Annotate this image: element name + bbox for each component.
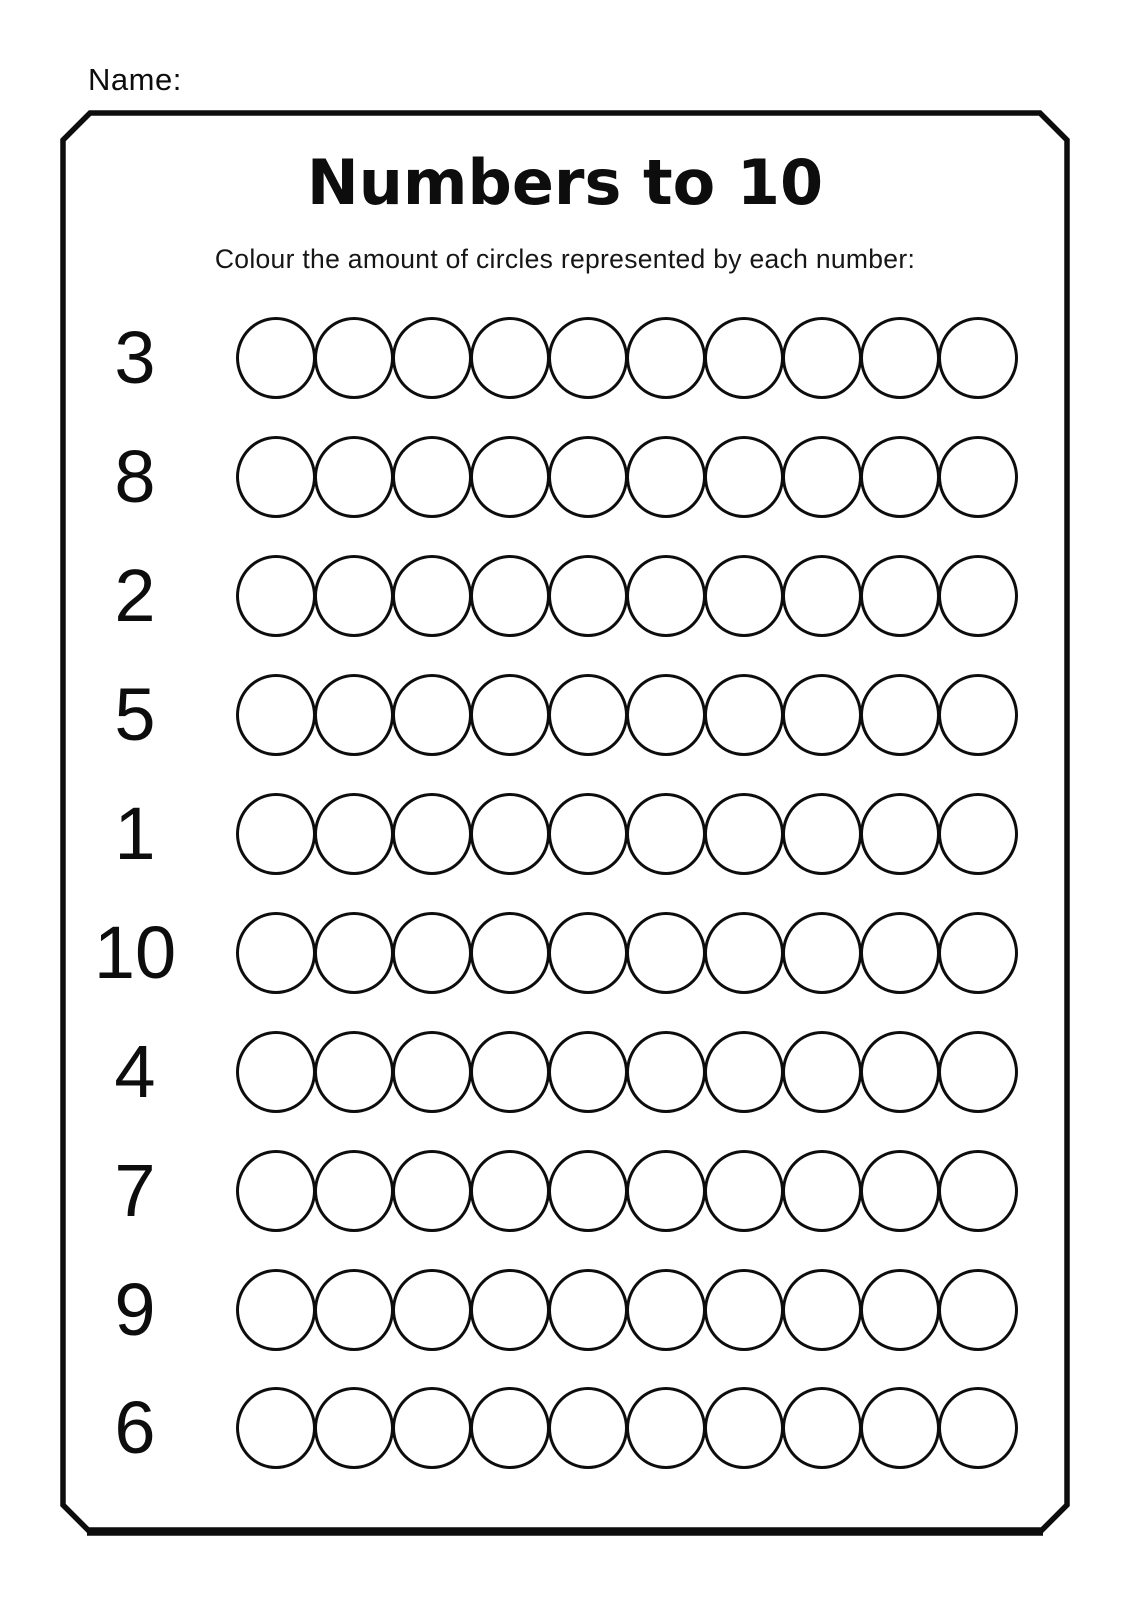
colourable-circle[interactable]	[548, 912, 628, 994]
colourable-circle[interactable]	[860, 1269, 940, 1351]
worksheet-title: Numbers to 10	[306, 146, 824, 219]
colourable-circle[interactable]	[392, 317, 472, 399]
colourable-circle[interactable]	[236, 1031, 316, 1113]
colourable-circle[interactable]	[392, 555, 472, 637]
colourable-circle[interactable]	[314, 555, 394, 637]
circle-strip	[236, 1150, 1016, 1232]
colourable-circle[interactable]	[704, 436, 784, 518]
colourable-circle[interactable]	[314, 793, 394, 875]
colourable-circle[interactable]	[236, 317, 316, 399]
colourable-circle[interactable]	[860, 912, 940, 994]
colourable-circle[interactable]	[860, 1031, 940, 1113]
colourable-circle[interactable]	[704, 1031, 784, 1113]
colourable-circle[interactable]	[860, 674, 940, 756]
worksheet-row	[60, 775, 1070, 894]
colourable-circle[interactable]	[470, 912, 550, 994]
colourable-circle[interactable]	[470, 555, 550, 637]
colourable-circle[interactable]	[470, 1031, 550, 1113]
colourable-circle[interactable]	[782, 436, 862, 518]
colourable-circle[interactable]	[314, 1150, 394, 1232]
colourable-circle[interactable]	[704, 317, 784, 399]
colourable-circle[interactable]	[236, 1387, 316, 1469]
worksheet-row	[60, 418, 1070, 537]
row-number-label: 5	[114, 673, 156, 757]
colourable-circle[interactable]	[860, 793, 940, 875]
row-number-label: 10	[93, 910, 177, 994]
colourable-circle[interactable]	[626, 1031, 706, 1113]
colourable-circle[interactable]	[392, 912, 472, 994]
colourable-circle[interactable]	[470, 1387, 550, 1469]
row-number-label: 8	[114, 435, 156, 519]
worksheet-row	[60, 656, 1070, 775]
colourable-circle[interactable]	[782, 912, 862, 994]
row-number-label: 4	[114, 1029, 156, 1113]
colourable-circle[interactable]	[548, 555, 628, 637]
colourable-circle[interactable]	[782, 1387, 862, 1469]
colourable-circle[interactable]	[314, 1031, 394, 1113]
colourable-circle[interactable]	[470, 1269, 550, 1351]
circle-strip	[236, 912, 1016, 994]
colourable-circle[interactable]	[938, 912, 1018, 994]
colourable-circle[interactable]	[626, 1150, 706, 1232]
colourable-circle[interactable]	[938, 317, 1018, 399]
colourable-circle[interactable]	[938, 674, 1018, 756]
colourable-circle[interactable]	[938, 1150, 1018, 1232]
colourable-circle[interactable]	[392, 793, 472, 875]
circle-strip	[236, 793, 1016, 875]
colourable-circle[interactable]	[548, 793, 628, 875]
colourable-circle[interactable]	[938, 555, 1018, 637]
circle-strip	[236, 555, 1016, 637]
colourable-circle[interactable]	[314, 1387, 394, 1469]
colourable-circle[interactable]	[626, 1269, 706, 1351]
worksheet-row	[60, 1250, 1070, 1369]
row-number-label: 2	[114, 554, 156, 638]
colourable-circle[interactable]	[392, 1031, 472, 1113]
colourable-circle[interactable]	[938, 436, 1018, 518]
colourable-circle[interactable]	[236, 674, 316, 756]
colourable-circle[interactable]	[938, 793, 1018, 875]
colourable-circle[interactable]	[704, 1387, 784, 1469]
worksheet-row	[60, 1131, 1070, 1250]
colourable-circle[interactable]	[236, 436, 316, 518]
circle-strip	[236, 674, 1016, 756]
colourable-circle[interactable]	[704, 793, 784, 875]
circle-strip	[236, 1387, 1016, 1469]
colourable-circle[interactable]	[782, 674, 862, 756]
circle-strip	[236, 317, 1016, 399]
colourable-circle[interactable]	[782, 793, 862, 875]
colourable-circle[interactable]	[938, 1031, 1018, 1113]
colourable-circle[interactable]	[782, 1031, 862, 1113]
colourable-circle[interactable]	[938, 1269, 1018, 1351]
colourable-circle[interactable]	[314, 436, 394, 518]
colourable-circle[interactable]	[860, 317, 940, 399]
colourable-circle[interactable]	[938, 1387, 1018, 1469]
row-number-label: 7	[114, 1148, 156, 1232]
colourable-circle[interactable]	[548, 317, 628, 399]
colourable-circle[interactable]	[470, 1150, 550, 1232]
worksheet-row	[60, 299, 1070, 418]
row-number-label: 1	[114, 792, 156, 875]
circle-strip	[236, 1031, 1016, 1113]
colourable-circle[interactable]	[860, 555, 940, 637]
colourable-circle[interactable]	[392, 1387, 472, 1469]
colourable-circle[interactable]	[392, 674, 472, 756]
colourable-circle[interactable]	[392, 1269, 472, 1351]
colourable-circle[interactable]	[626, 674, 706, 756]
colourable-circle[interactable]	[782, 1269, 862, 1351]
colourable-circle[interactable]	[704, 1269, 784, 1351]
colourable-circle[interactable]	[392, 436, 472, 518]
worksheet-row	[60, 893, 1070, 1012]
colourable-circle[interactable]	[314, 1269, 394, 1351]
colourable-circle[interactable]	[548, 674, 628, 756]
colourable-circle[interactable]	[470, 674, 550, 756]
colourable-circle[interactable]	[236, 1150, 316, 1232]
colourable-circle[interactable]	[704, 674, 784, 756]
worksheet-row	[60, 537, 1070, 656]
colourable-circle[interactable]	[470, 436, 550, 518]
colourable-circle[interactable]	[704, 912, 784, 994]
colourable-circle[interactable]	[782, 1150, 862, 1232]
colourable-circle[interactable]	[626, 912, 706, 994]
colourable-circle[interactable]	[314, 317, 394, 399]
colourable-circle[interactable]	[626, 436, 706, 518]
colourable-circle[interactable]	[548, 1269, 628, 1351]
row-number-label: 3	[114, 316, 156, 400]
colourable-circle[interactable]	[392, 1150, 472, 1232]
colourable-circle[interactable]	[548, 1387, 628, 1469]
colourable-circle[interactable]	[236, 912, 316, 994]
row-number-label: 9	[114, 1267, 156, 1351]
colourable-circle[interactable]	[860, 1387, 940, 1469]
colourable-circle[interactable]	[704, 1150, 784, 1232]
colourable-circle[interactable]	[860, 436, 940, 518]
circle-strip	[236, 436, 1016, 518]
colourable-circle[interactable]	[626, 793, 706, 875]
colourable-circle[interactable]	[626, 317, 706, 399]
colourable-circle[interactable]	[236, 555, 316, 637]
colourable-circle[interactable]	[860, 1150, 940, 1232]
worksheet-rows	[60, 299, 1070, 1488]
circle-strip	[236, 1269, 1016, 1351]
row-number-label: 6	[114, 1386, 156, 1470]
colourable-circle[interactable]	[626, 1387, 706, 1469]
colourable-circle[interactable]	[548, 436, 628, 518]
colourable-circle[interactable]	[236, 793, 316, 875]
colourable-circle[interactable]	[470, 793, 550, 875]
colourable-circle[interactable]	[236, 1269, 316, 1351]
name-label: Name:	[88, 62, 182, 97]
colourable-circle[interactable]	[782, 555, 862, 637]
colourable-circle[interactable]	[314, 674, 394, 756]
colourable-circle[interactable]	[548, 1150, 628, 1232]
colourable-circle[interactable]	[704, 555, 784, 637]
colourable-circle[interactable]	[782, 317, 862, 399]
colourable-circle[interactable]	[626, 555, 706, 637]
colourable-circle[interactable]	[314, 912, 394, 994]
worksheet-instruction: Colour the amount of circles represented by each number:	[214, 244, 916, 274]
worksheet-row	[60, 1369, 1070, 1488]
colourable-circle[interactable]	[470, 317, 550, 399]
colourable-circle[interactable]	[548, 1031, 628, 1113]
worksheet-row	[60, 1012, 1070, 1131]
